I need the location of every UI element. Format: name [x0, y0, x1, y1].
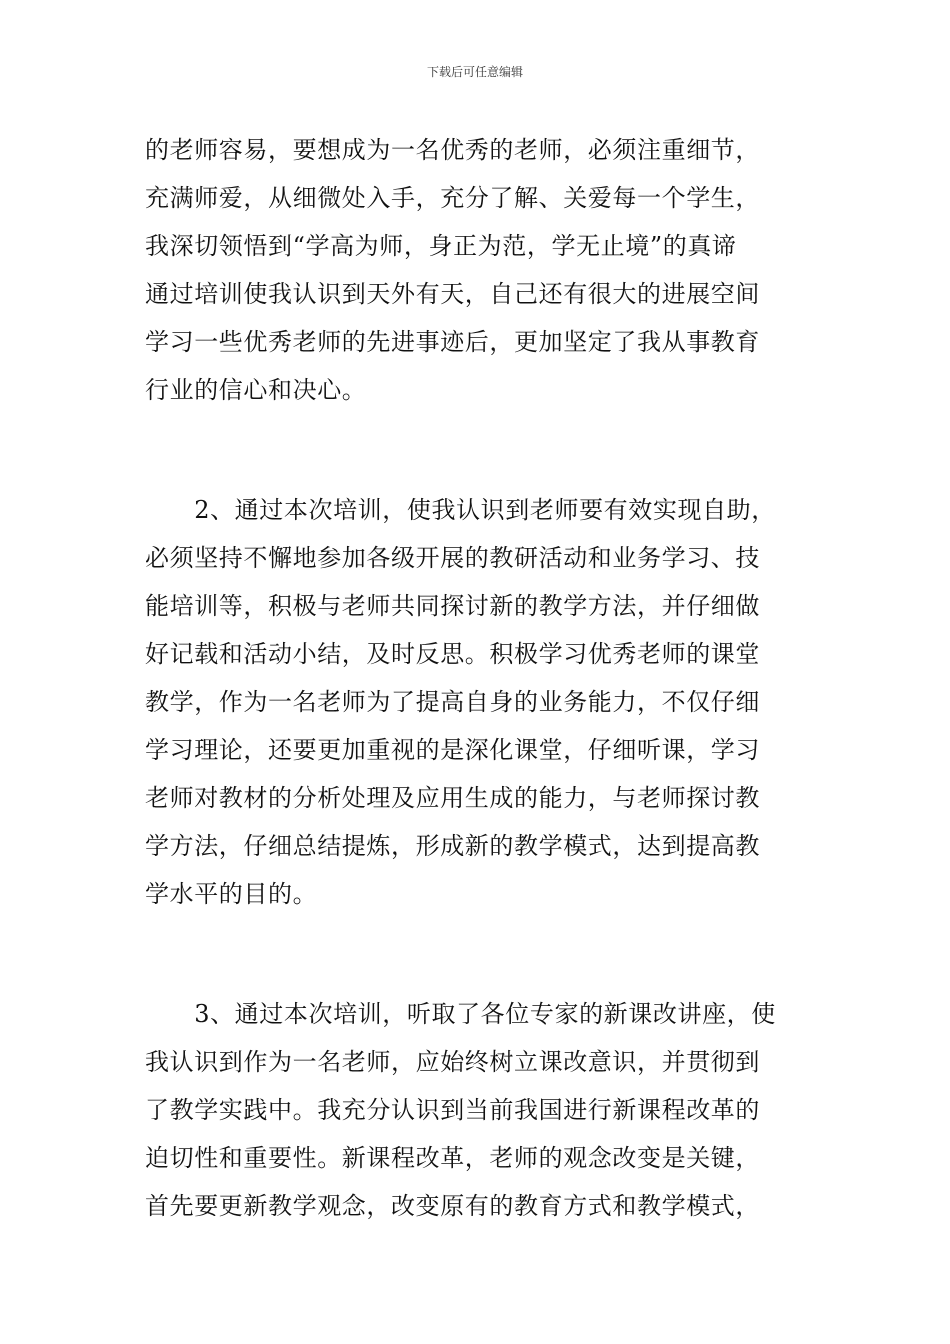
text-line: 教学，作为一名老师为了提高自身的业务能力，不仅仔细 — [145, 688, 760, 716]
text-line: 好记载和活动小结，及时反思。积极学习优秀老师的课堂 — [145, 640, 760, 668]
paragraph-gap — [145, 414, 810, 486]
text-line: 能培训等，积极与老师共同探讨新的教学方法，并仔细做 — [145, 592, 760, 620]
paragraph-gap — [145, 918, 810, 990]
text-line: 学习理论，还要更加重视的是深化课堂，仔细听课，学习 — [145, 736, 760, 764]
text-line: 了教学实践中。我充分认识到当前我国进行新课程改革的 — [145, 1096, 760, 1124]
text-line: 通过培训使我认识到天外有天，自己还有很大的进展空间 — [145, 280, 760, 308]
text-line: 迫切性和重要性。新课程改革，老师的观念改变是关键， — [145, 1144, 760, 1172]
page-header: 下载后可任意编辑 — [426, 65, 523, 79]
text-line: 我深切领悟到“学高为师，身正为范，学无止境”的真谛 — [145, 232, 737, 260]
paragraph-2 — [145, 486, 810, 918]
text-line: 行业的信心和决心。 — [145, 376, 367, 404]
text-line: 学方法，仔细总结提炼，形成新的教学模式，达到提高教 — [145, 832, 760, 860]
text-line: 学习一些优秀老师的先进事迹后，更加坚定了我从事教育 — [145, 328, 760, 356]
text-line: 我认识到作为一名老师，应始终树立课改意识，并贯彻到 — [145, 1048, 760, 1076]
paragraph-1 — [145, 126, 810, 414]
text-line: 3、通过本次培训，听取了各位专家的新课改讲座，使 — [145, 1000, 776, 1028]
text-line: 老师对教材的分析处理及应用生成的能力，与老师探讨教 — [145, 784, 760, 812]
text-line: 必须坚持不懈地参加各级开展的教研活动和业务学习、技 — [145, 544, 760, 572]
text-line: 充满师爱，从细微处入手，充分了解、关爱每一个学生， — [145, 184, 760, 212]
paragraph-3 — [145, 990, 810, 1230]
text-line: 学水平的目的。 — [145, 880, 318, 908]
text-line: 的老师容易，要想成为一名优秀的老师，必须注重细节， — [145, 136, 760, 164]
document-body — [145, 126, 810, 1230]
text-line: 2、通过本次培训，使我认识到老师要有效实现自助， — [145, 496, 776, 524]
text-line: 首先要更新教学观念，改变原有的教育方式和教学模式， — [145, 1192, 760, 1220]
